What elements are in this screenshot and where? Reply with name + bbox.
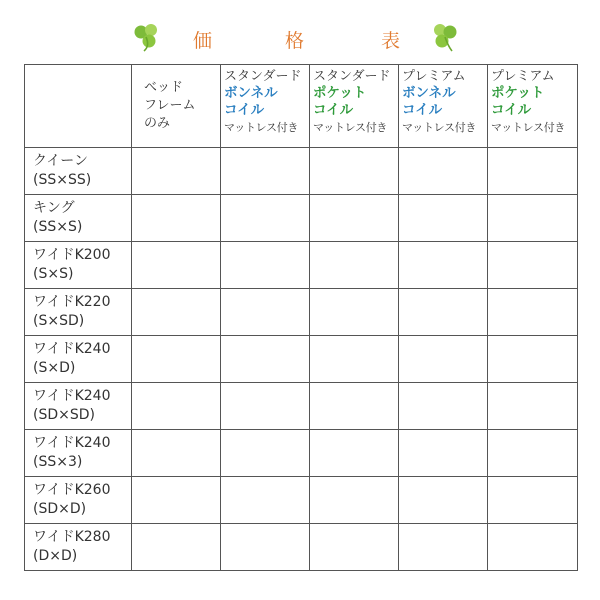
size-name: ワイドK260: [33, 482, 111, 498]
price-cell: [488, 289, 578, 336]
header-grade: プレミアム: [491, 69, 555, 84]
size-spec: (SS×S): [33, 219, 83, 235]
header-coil: コイル: [313, 102, 354, 118]
price-cell: [132, 477, 221, 524]
header-text: フレーム: [144, 98, 196, 113]
size-name: ワイドK240: [33, 341, 111, 357]
corner-cell: [25, 65, 132, 148]
table-row: [25, 242, 578, 289]
header-text: のみ: [144, 116, 171, 131]
row-label: [25, 477, 132, 524]
price-cell: [221, 524, 310, 571]
size-spec: (SS×3): [33, 454, 83, 470]
row-label: [25, 148, 132, 195]
row-label: [25, 289, 132, 336]
title-char-2: 格: [285, 30, 305, 52]
size-spec: (S×SD): [33, 313, 85, 329]
price-cell: [488, 430, 578, 477]
header-frame-only: [132, 65, 221, 148]
price-cell: [221, 195, 310, 242]
header-coil: ポケット: [491, 85, 545, 101]
header-grade: プレミアム: [402, 69, 466, 84]
price-cell: [488, 242, 578, 289]
table-row: [25, 148, 578, 195]
price-cell: [132, 430, 221, 477]
size-spec: (SS×SS): [33, 172, 92, 188]
table-row: [25, 477, 578, 524]
price-cell: [221, 148, 310, 195]
price-cell: [132, 289, 221, 336]
size-name: ワイドK240: [33, 388, 111, 404]
header-premium-pocket: [488, 65, 578, 148]
price-cell: [310, 524, 399, 571]
table-row: [25, 383, 578, 430]
header-coil: ポケット: [313, 85, 367, 101]
table-row: [25, 430, 578, 477]
size-name: キング: [33, 200, 75, 216]
header-mattress: マットレス付き: [402, 121, 477, 134]
table-row: [25, 336, 578, 383]
header-premium-bonnel: [399, 65, 488, 148]
table-row: [25, 524, 578, 571]
size-name: ワイドK240: [33, 435, 111, 451]
price-cell: [132, 383, 221, 430]
price-cell: [310, 383, 399, 430]
clover-icon: [428, 20, 462, 54]
page-title: [0, 26, 600, 54]
size-spec: (S×S): [33, 266, 74, 282]
price-cell: [399, 148, 488, 195]
price-cell: [399, 477, 488, 524]
price-cell: [221, 289, 310, 336]
row-label: [25, 524, 132, 571]
price-cell: [132, 242, 221, 289]
header-coil: コイル: [491, 102, 532, 118]
price-cell: [132, 195, 221, 242]
header-standard-pocket: [310, 65, 399, 148]
price-table: [24, 64, 578, 571]
price-cell: [399, 336, 488, 383]
price-cell: [132, 336, 221, 383]
size-spec: (SD×D): [33, 501, 87, 517]
header-row: [25, 65, 578, 148]
price-cell: [399, 430, 488, 477]
header-grade: スタンダード: [313, 69, 391, 84]
header-coil: コイル: [402, 102, 443, 118]
header-mattress: マットレス付き: [224, 121, 299, 134]
clover-icon: [130, 20, 164, 54]
price-cell: [399, 195, 488, 242]
size-spec: (S×D): [33, 360, 76, 376]
row-label: [25, 430, 132, 477]
table-row: [25, 289, 578, 336]
header-grade: スタンダード: [224, 69, 302, 84]
size-name: ワイドK280: [33, 529, 111, 545]
price-cell: [488, 524, 578, 571]
row-label: [25, 242, 132, 289]
price-cell: [310, 289, 399, 336]
header-coil: ボンネル: [402, 85, 456, 101]
price-cell: [310, 195, 399, 242]
price-cell: [488, 383, 578, 430]
price-cell: [221, 336, 310, 383]
row-label: [25, 383, 132, 430]
title-char-3: 表: [381, 30, 401, 52]
price-cell: [310, 148, 399, 195]
price-cell: [488, 195, 578, 242]
price-cell: [132, 148, 221, 195]
price-cell: [310, 477, 399, 524]
price-cell: [399, 524, 488, 571]
size-spec: (SD×SD): [33, 407, 95, 423]
size-name: ワイドK200: [33, 247, 111, 263]
price-cell: [310, 430, 399, 477]
price-cell: [221, 242, 310, 289]
price-cell: [399, 242, 488, 289]
header-mattress: マットレス付き: [313, 121, 388, 134]
header-coil: ボンネル: [224, 85, 278, 101]
header-standard-bonnel: [221, 65, 310, 148]
size-spec: (D×D): [33, 548, 78, 564]
header-text: ベッド: [144, 80, 184, 95]
price-cell: [310, 336, 399, 383]
price-cell: [399, 289, 488, 336]
price-cell: [132, 524, 221, 571]
title-char-1: 価: [193, 30, 213, 52]
price-cell: [221, 477, 310, 524]
price-cell: [221, 383, 310, 430]
price-cell: [399, 383, 488, 430]
row-label: [25, 195, 132, 242]
header-coil: コイル: [224, 102, 265, 118]
row-label: [25, 336, 132, 383]
price-cell: [221, 430, 310, 477]
table-row: [25, 195, 578, 242]
size-name: クイーン: [33, 153, 89, 169]
price-cell: [310, 242, 399, 289]
price-cell: [488, 336, 578, 383]
price-cell: [488, 477, 578, 524]
price-cell: [488, 148, 578, 195]
header-mattress: マットレス付き: [491, 121, 566, 134]
size-name: ワイドK220: [33, 294, 111, 310]
